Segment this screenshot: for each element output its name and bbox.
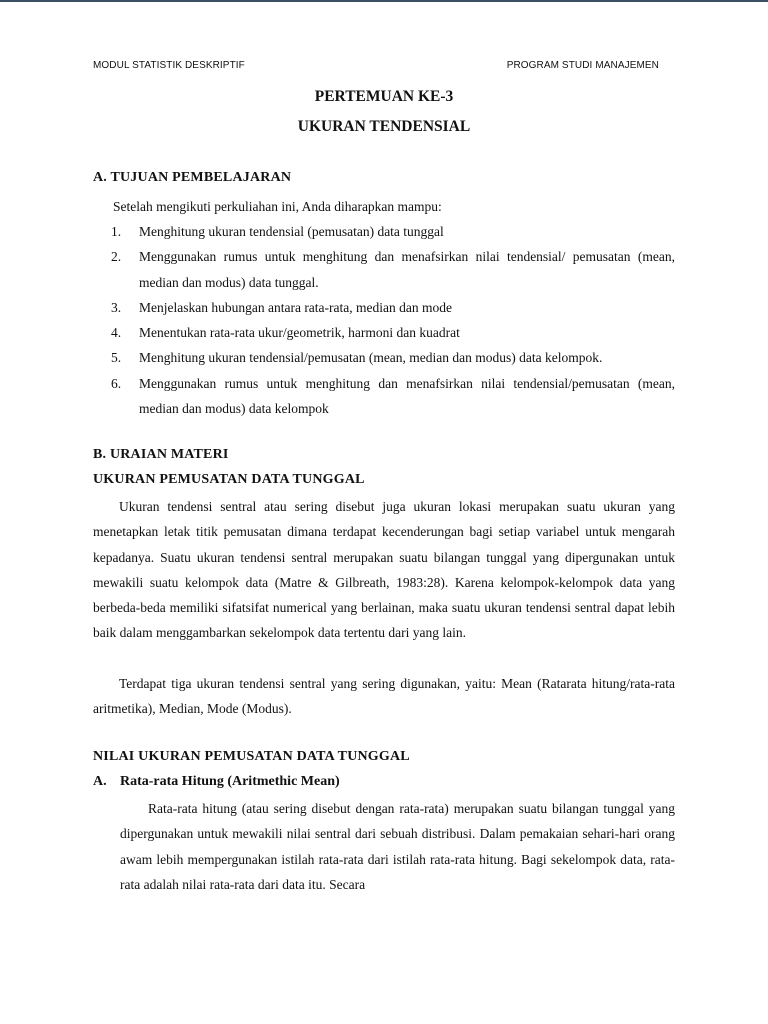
header-program-name: PROGRAM STUDI MANAJEMEN (506, 60, 659, 71)
section-a-heading: A. TUJUAN PEMBELAJARAN (93, 170, 292, 185)
list-item: 2. Menggunakan rumus untuk menghitung dan menafsirkan nilai tendensial/ pemusatan (mean, median dan modus) data tunggal. (111, 249, 675, 290)
section-b-paragraph-2: Terdapat tiga ukuran tendensi sentral yang sering digunakan, yaitu: Mean (Ratarata hitung/rata-rata aritmetika), Median, Mode (Modus). (93, 676, 675, 717)
page-subtitle: UKURAN TENDENSIAL (297, 118, 471, 135)
section-c-heading: NILAI UKURAN PEMUSATAN DATA TUNGGAL (93, 749, 410, 764)
subsection-letter: A. (93, 774, 107, 789)
section-c-paragraph: Rata-rata hitung (atau sering disebut dengan rata-rata) merupakan suatu bilangan tunggal yang dipergunakan untuk mewakili nilai sentral dari sebuah distribusi. Dalam pemakaian sehari-hari orang awam lebih mempergunakan istilah rata-rata dari istilah rata-rata hitung. Bagi sekelompok data, rata-rata adalah nilai rata-rata dari data itu. Secara (120, 801, 675, 892)
list-item: 4. Menentukan rata-rata ukur/geometrik, harmoni dan kuadrat (111, 325, 460, 341)
objectives-list (93, 219, 675, 421)
list-item: 3. Menjelaskan hubungan antara rata-rata, median dan mode (111, 299, 452, 315)
subsection-heading (93, 774, 340, 790)
section-b-heading: B. URAIAN MATERI (93, 447, 229, 462)
list-item: 5. Menghitung ukuran tendensial/pemusatan (mean, median dan modus) data kelompok. (111, 350, 603, 366)
section-b-subheading: UKURAN PEMUSATAN DATA TUNGGAL (93, 472, 365, 487)
section-a-intro: Setelah mengikuti perkuliahan ini, Anda diharapkan mampu: (113, 199, 442, 214)
subsection-title: Rata-rata Hitung (Aritmethic Mean) (120, 774, 340, 789)
top-border (0, 0, 768, 2)
running-header (93, 60, 675, 74)
page-title: PERTEMUAN KE-3 (314, 88, 454, 105)
section-b-paragraph-1: Ukuran tendensi sentral atau sering disebut juga ukuran lokasi merupakan suatu ukuran yang menetapkan letak titik pemusatan dimana terdapat kecenderungan bagi setiap variabel untuk mengarah kepadanya. Suatu ukuran tendensi sentral merupakan suatu bilangan tunggal yang dipergunakan untuk mewakili suatu kelompok data (Matre & Gilbreath, 1983:28). Karena kelompok-kelompok data yang berbeda-beda memiliki sifatsifat numerical yang berlainan, maka suatu ukuran tendensi sentral dapat lebih baik dalam menggambarkan sekelompok data tertentu dari yang lain. (93, 499, 675, 641)
header-module-title: MODUL STATISTIK DESKRIPTIF (93, 60, 245, 71)
list-item: 1. Menghitung ukuran tendensial (pemusatan) data tunggal (111, 224, 444, 239)
list-item: 6. Menggunakan rumus untuk menghitung dan menafsirkan nilai tendensial/pemusatan (mean, median dan modus) data kelompok (111, 375, 675, 417)
